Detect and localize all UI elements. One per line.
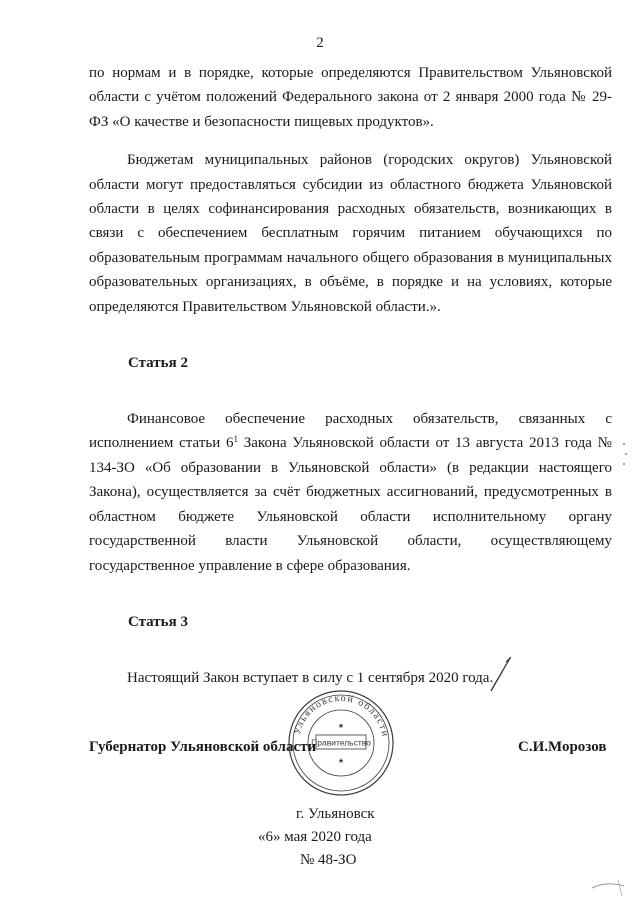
official-stamp-icon: [286, 688, 396, 798]
article-2-superscript: 1: [233, 434, 238, 445]
scan-mark-icon: [588, 876, 628, 898]
svg-text:Ульяновской области: [292, 693, 391, 739]
document-body: [89, 61, 612, 690]
article-3-text: Настоящий Закон вступает в силу с 1 сентября 2020 года.: [127, 669, 494, 686]
article-2-text-part2: Закона Ульяновской области от 13 августа 2013 года № 134-ЗО «Об образовании в Ульяновской области» (в редакции настоящего Закона), осуществляется за счёт бюджетных ассигнований, предусмотренных в областном бюджете Ульяновской области исполнительному органу государственной власти Ульяновской области, осуществляющему государственное управление в сфере образования.: [89, 435, 612, 574]
article-3-heading: Статья 3: [128, 613, 188, 630]
article-2-text-part1: Финансовое обеспечение расходных обязательств, связанных с исполнением статьи 6: [89, 411, 612, 452]
place-city: г. Ульяновск: [296, 806, 375, 822]
stamp-star-icon: ★: [337, 757, 345, 765]
page-number: 2: [316, 35, 324, 51]
stamp-star-icon: ★: [337, 722, 345, 730]
article-2-heading: Статья 2: [128, 355, 188, 372]
stamp-ring-text: Ульяновской области: [291, 692, 391, 739]
stamp-center-text: Правительство: [311, 737, 371, 748]
law-date: «6» мая 2020 года: [258, 829, 372, 845]
law-number: № 48-ЗО: [300, 852, 357, 868]
paragraph-intro-continuation: по нормам и в порядке, которые определяются Правительством Ульяновской области с учётом положений Федерального закона от 2 января 2000 года № 29-ФЗ «О качестве и безопасности пищевых продуктов».: [89, 65, 612, 130]
article-2-text: [89, 407, 612, 578]
handwritten-mark-icon: [488, 654, 514, 694]
signatory-position: Губернатор Ульяновской области: [89, 739, 317, 755]
scan-mark-icon: [620, 440, 630, 470]
signatory-name: С.И.Морозов: [518, 739, 607, 755]
place-date-block: [220, 803, 380, 872]
paragraph-subsidies: Бюджетам муниципальных районов (городских округов) Ульяновской области могут предоставляться субсидии из областного бюджета Ульяновской области в целях софинансирования расходных обязательств, возникающих в связи с обеспечением бесплатным горячим питанием обучающихся по образовательным программам начального общего образования в муниципальных образовательных организациях, в объёме, в порядке и на условиях, которые определяются Правительством Ульяновской области.».: [89, 152, 612, 315]
